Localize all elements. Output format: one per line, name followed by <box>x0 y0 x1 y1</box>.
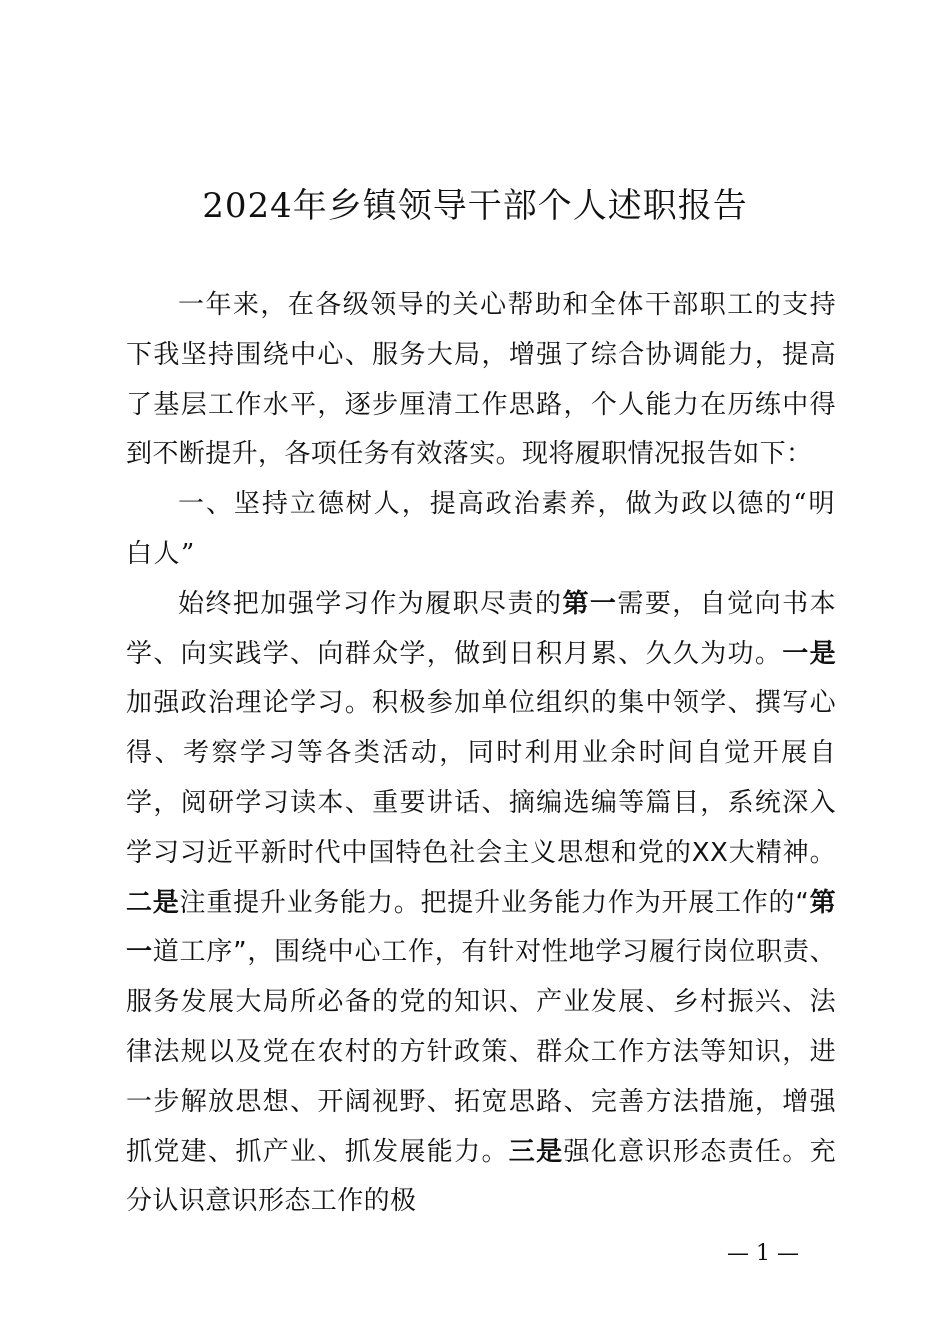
body-text-run: 需要，自觉向书本学、向实践学、向群众学，做到日积月累、久久为功。 <box>126 588 836 669</box>
bold-keyword: 二是 <box>126 887 180 918</box>
body-text-run: 注重提升业务能力。把提升业务能力作为开展工作的“ <box>179 887 810 918</box>
bold-keyword: 第一 <box>562 588 618 619</box>
bold-keyword: 三是 <box>508 1136 564 1167</box>
document-title: 2024年乡镇领导干部个人述职报告 <box>202 186 748 226</box>
page-number: — 1 — <box>727 1241 799 1266</box>
section-heading: 一、坚持立德树人，提高政治素养，做为政以德的“明白人” <box>126 489 836 569</box>
section-body-paragraph <box>126 580 836 1227</box>
document-body <box>126 281 836 1227</box>
intro-paragraph: 一年来，在各级领导的关心帮助和全体干部职工的支持下我坚持围绕中心、服务大局，增强了综合协调能力，提高了基层工作水平，逐步厘清工作思路，个人能力在历练中得到不断提升，各项任务有效落实。现将履职情况报告如下： <box>126 290 836 470</box>
bold-keyword: 第一 <box>126 887 836 968</box>
body-text-run: 加强政治理论学习。积极参加单位组织的集中领学、撰写心得、考察学习等各类活动，同时利用业余时间自觉开展自学，阅研学习读本、重要讲话、摘编选编等篇目，系统深入学习习近平新时代中国特色社会主义思想和党的XX大精神。 <box>126 688 836 868</box>
body-text-run: 强化意识形态责任。充分认识意识形态工作的极 <box>126 1136 836 1217</box>
body-text-run: 始终把加强学习作为履职尽责的 <box>178 588 563 619</box>
body-text-run: 道工序”，围绕中心工作，有针对性地学习履行岗位职责、服务发展大局所必备的党的知识、产业发展、乡村振兴、法律法规以及党在农村的方针政策、群众工作方法等知识，进一步解放思想、开阔视野、拓宽思路、完善方法措施，增强抓党建、抓产业、抓发展能力。 <box>126 937 836 1167</box>
bold-keyword: 一是 <box>782 638 836 669</box>
